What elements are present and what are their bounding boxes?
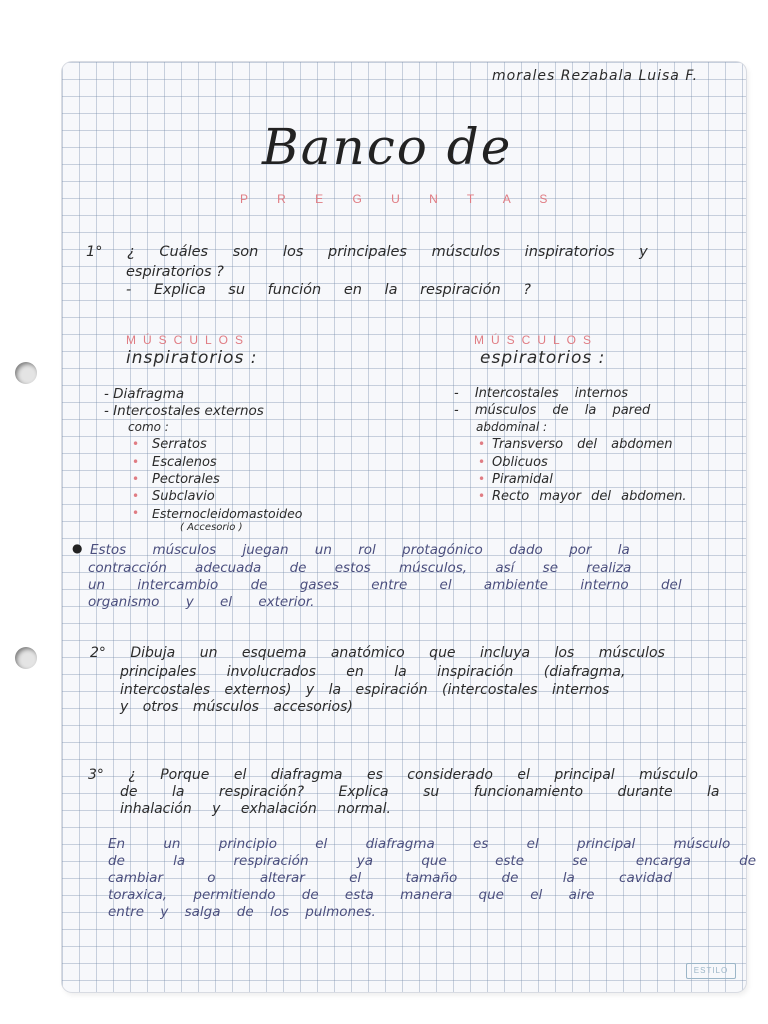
left-item-2: - Intercostales externos <box>104 403 264 419</box>
q3-answer-line3: cambiar o alterar el tamaño de la cavidad <box>108 870 672 886</box>
q2-line3: intercostales externos) y la espiración (intercostales internos <box>120 682 610 698</box>
q3-answer-line5: entre y salga de los pulmones. <box>108 904 376 920</box>
q1-line2: espiratorios ? <box>126 264 224 280</box>
q1-answer-line3: un intercambio de gases entre el ambiente interno del <box>88 577 682 593</box>
q2-line4: y otros músculos accesorios) <box>120 699 353 715</box>
q1-answer-line1: Estos músculos juegan un rol protagónico dado por la <box>90 542 630 558</box>
bullet-dot: • <box>132 472 140 486</box>
left-item-3: como : <box>128 420 169 434</box>
q3-answer-line1: En un principio el diafragma es el principal músculo <box>108 836 731 852</box>
right-sub-2: Oblicuos <box>492 455 548 470</box>
answer-bullet: ● <box>72 541 83 555</box>
left-sub-note: ( Accesorio ) <box>180 522 243 533</box>
q2-line2: principales involucrados en la inspiración (diafragma, <box>120 664 626 680</box>
right-sub-3: Piramidal <box>492 472 553 487</box>
left-sub-2: Escalenos <box>152 455 217 470</box>
bullet-dot: • <box>132 489 140 503</box>
q3-line2: de la respiración? Explica su funcionamiento durante la <box>120 784 720 800</box>
right-item-1: - Intercostales internos <box>454 386 629 401</box>
q2-line1: 2° Dibuja un esquema anatómico que incluya los músculos <box>90 645 665 661</box>
notebook-brand-stamp: ESTILO <box>686 963 736 979</box>
q1-line1: 1° ¿ Cuáles son los principales músculos inspiratorios y <box>86 244 648 260</box>
right-item-3: abdominal : <box>476 420 548 434</box>
bullet-dot: • <box>132 455 140 469</box>
q3-line1: 3° ¿ Porque el diafragma es considerado el principal músculo <box>88 767 698 783</box>
q1-line3: - Explica su función en la respiración ? <box>126 282 531 298</box>
binder-hole-top <box>15 362 37 384</box>
bullet-dot: • <box>478 437 486 451</box>
q3-line3: inhalación y exhalación normal. <box>120 801 391 817</box>
bullet-dot: • <box>478 455 486 469</box>
q1-answer-line2: contracción adecuada de estos músculos, así se realiza <box>88 560 632 576</box>
binder-hole-bottom <box>15 647 37 669</box>
bullet-dot: • <box>478 489 486 503</box>
q3-answer-line4: toraxica, permitiendo de esta manera que el aire <box>108 887 595 903</box>
left-sub-1: Serratos <box>152 437 207 452</box>
bullet-dot: • <box>132 506 140 520</box>
right-muscles-heading: espiratorios : <box>480 348 606 368</box>
left-sub-3: Pectorales <box>152 472 220 487</box>
left-sub-5: Esternocleidomastoideo <box>152 506 303 521</box>
right-sub-4: Recto mayor del abdomen. <box>492 489 687 504</box>
left-muscles-cap: MÚSCULOS <box>126 333 251 347</box>
right-muscles-cap: MÚSCULOS <box>474 333 599 347</box>
page-title: Banco de <box>262 118 513 176</box>
left-item-1: - Diafragma <box>104 386 185 402</box>
right-sub-1: Transverso del abdomen <box>492 437 673 452</box>
bullet-dot: • <box>478 472 486 486</box>
bullet-dot: • <box>132 437 140 451</box>
page-subtitle: P R E G U N T A S <box>240 192 548 206</box>
left-sub-4: Subclavio <box>152 489 215 504</box>
left-muscles-heading: inspiratorios : <box>126 348 258 368</box>
author-name: morales Rezabala Luisa F. <box>492 68 699 84</box>
right-item-2: - músculos de la pared <box>454 403 651 418</box>
q3-answer-line2: de la respiración ya que este se encarga de <box>108 853 757 869</box>
q1-answer-line4: organismo y el exterior. <box>88 594 315 610</box>
